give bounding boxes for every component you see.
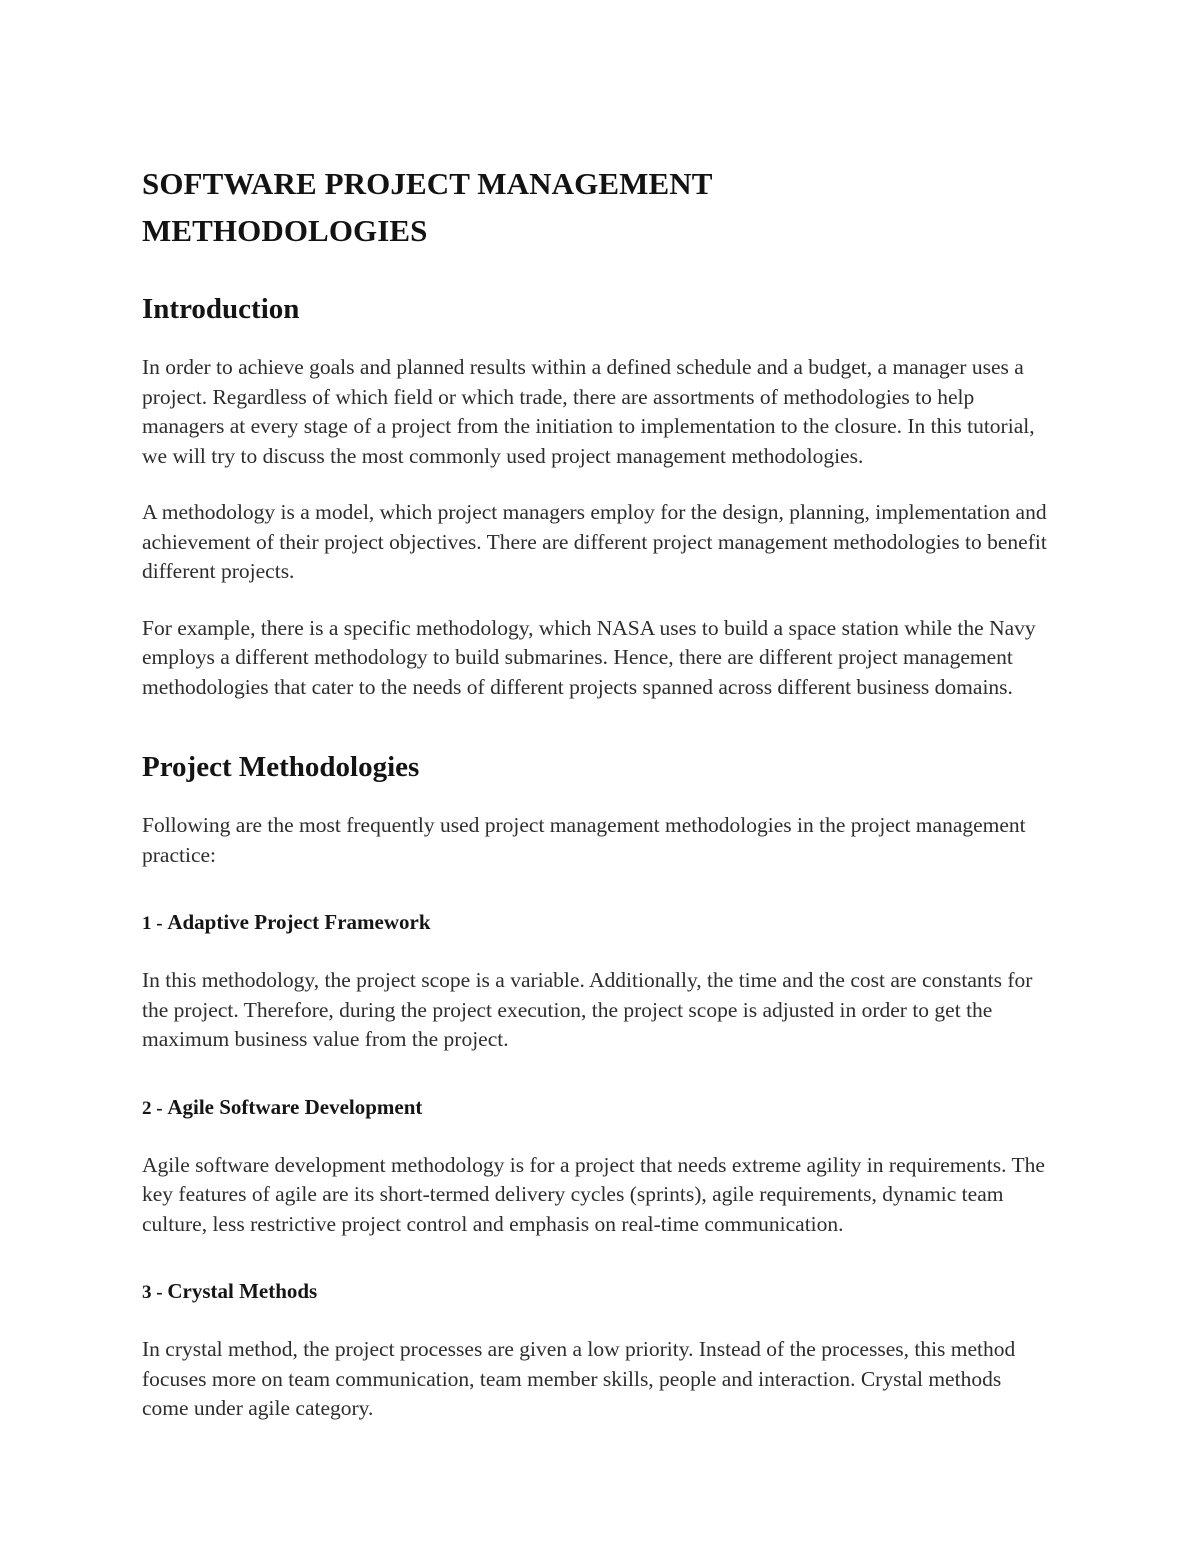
methodology-body-1: In this methodology, the project scope is a variable. Additionally, the time and the cost are constants for the project. Therefore, during the project execution, the project scope is adjusted in order to get the maximum business value from the project. (142, 968, 1033, 1051)
methodology-number-3: 3 - (142, 1282, 168, 1303)
methodology-heading-1 (142, 909, 1050, 937)
methodology-heading-2 (142, 1094, 1050, 1122)
intro-paragraph-1: In order to achieve goals and planned results within a defined schedule and a budget, a manager uses a project. Regardless of which field or which trade, there are assortments of methodologies to help managers at every stage of a project from the initiation to implementation to the closure. In this tutorial, we will try to discuss the most commonly used project management methodologies. (142, 355, 1035, 468)
methodology-body-3: In crystal method, the project processes are given a low priority. Instead of the processes, this method focuses more on team communication, team member skills, people and interaction. Crystal methods come under agile category. (142, 1337, 1016, 1420)
methodology-heading-3 (142, 1278, 1050, 1306)
intro-paragraph-3: For example, there is a specific methodology, which NASA uses to build a space station while the Navy employs a different methodology to build submarines. Hence, there are different project management methodologies that cater to the needs of different projects spanned across different business domains. (142, 615, 1036, 699)
project-methodologies-intro-paragraph: Following are the most frequently used project management methodologies in the project management practice: (142, 813, 1026, 867)
methodology-title-2: Agile Software Development (167, 1094, 423, 1119)
document-content (142, 160, 1050, 1424)
methodology-number-2: 2 - (142, 1097, 168, 1119)
methodology-number-1: 1 - (142, 913, 168, 934)
methodology-body-2: Agile software development methodology is for a project that needs extreme agility in requirements. The key features of agile are its short-termed delivery cycles (sprints), agile requirements, dynamic team culture, less restrictive project control and emphasis on real-time communication. (142, 1152, 1045, 1236)
methodology-title-3: Crystal Methods (167, 1279, 318, 1303)
section-heading-introduction: Introduction (142, 293, 300, 325)
document-title: SOFTWARE PROJECT MANAGEMENT METHODOLOGIES (142, 166, 712, 248)
methodology-title-1: Adaptive Project Framework (167, 910, 431, 934)
intro-paragraph-2: A methodology is a model, which project managers employ for the design, planning, implementation and achievement of their project objectives. There are different project management methodologies to benefit different projects. (142, 500, 1047, 583)
section-heading-project-methodologies: Project Methodologies (142, 751, 420, 783)
